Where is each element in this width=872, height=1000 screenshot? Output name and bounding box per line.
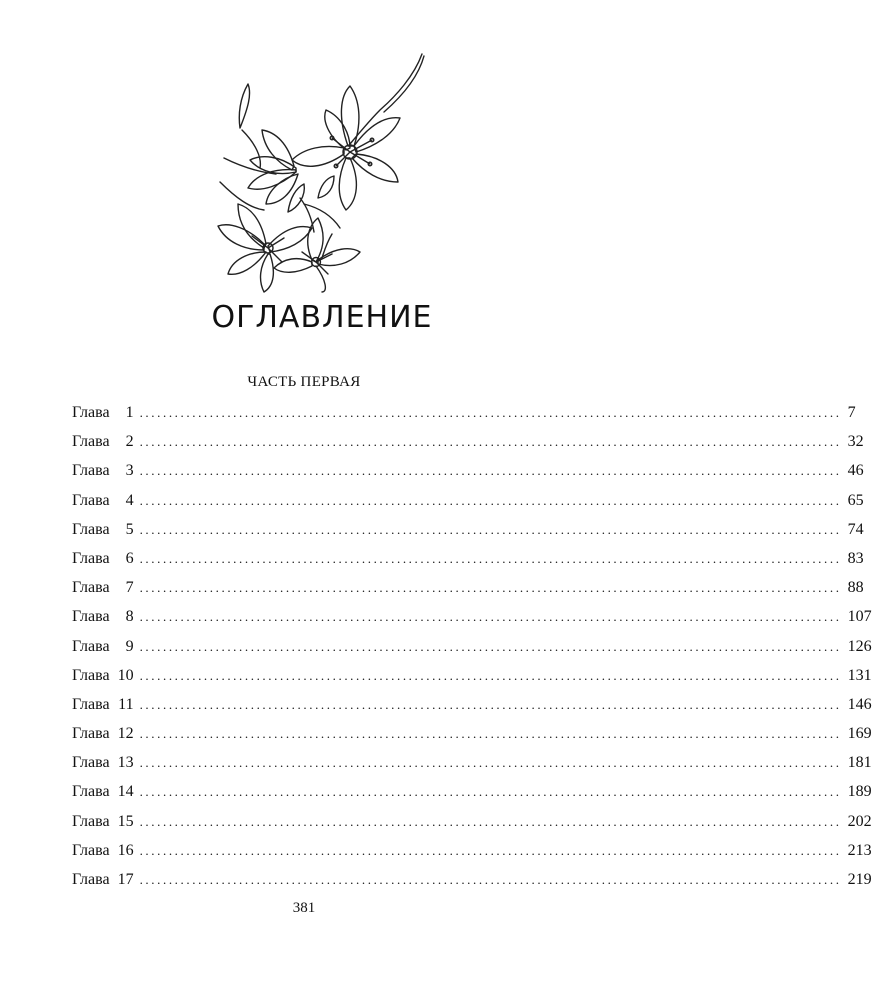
page-ref: 219 — [847, 871, 872, 888]
chapter-word: Глава — [72, 520, 110, 538]
dot-leader: ........................................................................................................................ — [139, 434, 842, 450]
chapter-number: 10 — [117, 666, 134, 684]
page-ref: 213 — [847, 841, 872, 859]
page-ref: 131 — [847, 666, 872, 684]
chapter-word: Глава — [72, 841, 110, 859]
table-of-contents — [72, 398, 872, 894]
dot-leader: ........................................................................................................................ — [139, 755, 842, 771]
chapter-word: Глава — [72, 462, 110, 480]
chapter-number: 14 — [117, 783, 134, 801]
chapter-number: 16 — [117, 841, 134, 859]
page-ref: 74 — [847, 520, 864, 538]
chapter-number: 1 — [125, 404, 134, 421]
toc-entry[interactable] — [72, 690, 872, 719]
chapter-word: Глава — [72, 812, 110, 830]
toc-entry[interactable] — [72, 661, 872, 690]
chapter-word: Глава — [72, 637, 110, 655]
toc-entry[interactable] — [72, 456, 864, 485]
dot-leader: ........................................................................................................................ — [139, 550, 842, 566]
dot-leader: ........................................................................................................................ — [139, 521, 842, 537]
toc-entry[interactable] — [72, 807, 872, 836]
toc-entry[interactable] — [72, 486, 864, 515]
dot-leader: ........................................................................................................................ — [139, 726, 842, 742]
chapter-word: Глава — [72, 433, 110, 451]
toc-entry[interactable] — [72, 748, 872, 777]
chapter-number: 5 — [125, 520, 134, 538]
chapter-word: Глава — [72, 871, 110, 888]
chapter-label — [72, 515, 134, 544]
toc-entry[interactable] — [72, 865, 872, 894]
dot-leader: ........................................................................................................................ — [139, 813, 842, 829]
page-ref: 65 — [847, 491, 864, 509]
chapter-label — [72, 690, 134, 719]
chapter-number: 11 — [118, 695, 134, 713]
chapter-number: 6 — [125, 549, 134, 567]
chapter-label — [72, 544, 134, 573]
chapter-number: 3 — [125, 462, 134, 480]
page-ref: 107 — [847, 608, 872, 626]
chapter-word: Глава — [72, 579, 110, 597]
chapter-label — [72, 777, 134, 806]
chapter-word: Глава — [72, 695, 110, 713]
toc-entry[interactable] — [72, 398, 856, 427]
chapter-label — [72, 427, 134, 456]
toc-entry[interactable] — [72, 836, 872, 865]
chapter-label — [72, 661, 134, 690]
dot-leader: ........................................................................................................................ — [139, 667, 842, 683]
dot-leader: ........................................................................................................................ — [139, 872, 842, 887]
chapter-number: 8 — [125, 608, 134, 626]
chapter-number: 15 — [117, 812, 134, 830]
chapter-label — [72, 486, 134, 515]
dot-leader: ........................................................................................................................ — [139, 580, 842, 596]
toc-entry[interactable] — [72, 573, 864, 602]
dot-leader: ........................................................................................................................ — [139, 696, 842, 712]
chapter-label — [72, 836, 134, 865]
page-ref: 189 — [847, 783, 872, 801]
page-ref: 32 — [847, 433, 864, 451]
dot-leader: ........................................................................................................................ — [139, 405, 842, 420]
lily-flowers-icon — [200, 48, 440, 292]
toc-entry[interactable] — [72, 602, 872, 631]
chapter-word: Глава — [72, 608, 110, 626]
chapter-word: Глава — [72, 754, 110, 772]
chapter-word: Глава — [72, 666, 110, 684]
chapter-number: 9 — [125, 637, 134, 655]
toc-entry[interactable] — [72, 719, 872, 748]
chapter-label — [72, 719, 134, 748]
page-ref: 202 — [847, 812, 872, 830]
dot-leader: ........................................................................................................................ — [139, 638, 842, 654]
chapter-label — [72, 573, 134, 602]
toc-entry[interactable] — [72, 544, 864, 573]
chapter-number: 7 — [125, 579, 134, 597]
page-number: 381 — [292, 900, 316, 916]
toc-entry[interactable] — [72, 427, 864, 456]
dot-leader: ........................................................................................................................ — [139, 463, 842, 479]
page-ref: 88 — [847, 579, 864, 597]
chapter-label — [72, 865, 134, 894]
chapter-word: Глава — [72, 404, 110, 421]
page-ref: 83 — [847, 549, 864, 567]
chapter-label — [72, 632, 134, 661]
chapter-number: 13 — [117, 754, 134, 772]
part-heading: ЧАСТЬ ПЕРВАЯ — [247, 374, 361, 390]
page-ref: 46 — [847, 462, 864, 480]
chapter-number: 4 — [125, 491, 134, 509]
page-ref: 7 — [847, 404, 856, 421]
chapter-label — [72, 748, 134, 777]
chapter-word: Глава — [72, 491, 110, 509]
page-ref: 181 — [847, 754, 872, 772]
chapter-label — [72, 398, 134, 427]
dot-leader: ........................................................................................................................ — [139, 492, 842, 508]
toc-entry[interactable] — [72, 515, 864, 544]
dot-leader: ........................................................................................................................ — [139, 842, 842, 858]
toc-entry[interactable] — [72, 777, 872, 806]
chapter-number: 12 — [117, 725, 134, 743]
chapter-number: 17 — [117, 871, 134, 888]
dot-leader: ........................................................................................................................ — [139, 784, 842, 800]
chapter-word: Глава — [72, 783, 110, 801]
page-ref: 126 — [847, 637, 872, 655]
chapter-label — [72, 807, 134, 836]
chapter-word: Глава — [72, 549, 110, 567]
chapter-label — [72, 602, 134, 631]
chapter-number: 2 — [125, 433, 134, 451]
page-title: ОГЛАВЛЕНИЕ — [211, 300, 433, 335]
page-ref: 169 — [847, 725, 872, 743]
toc-entry[interactable] — [72, 632, 872, 661]
dot-leader: ........................................................................................................................ — [139, 609, 842, 625]
chapter-label — [72, 456, 134, 485]
page-ref: 146 — [847, 695, 872, 713]
chapter-word: Глава — [72, 725, 110, 743]
